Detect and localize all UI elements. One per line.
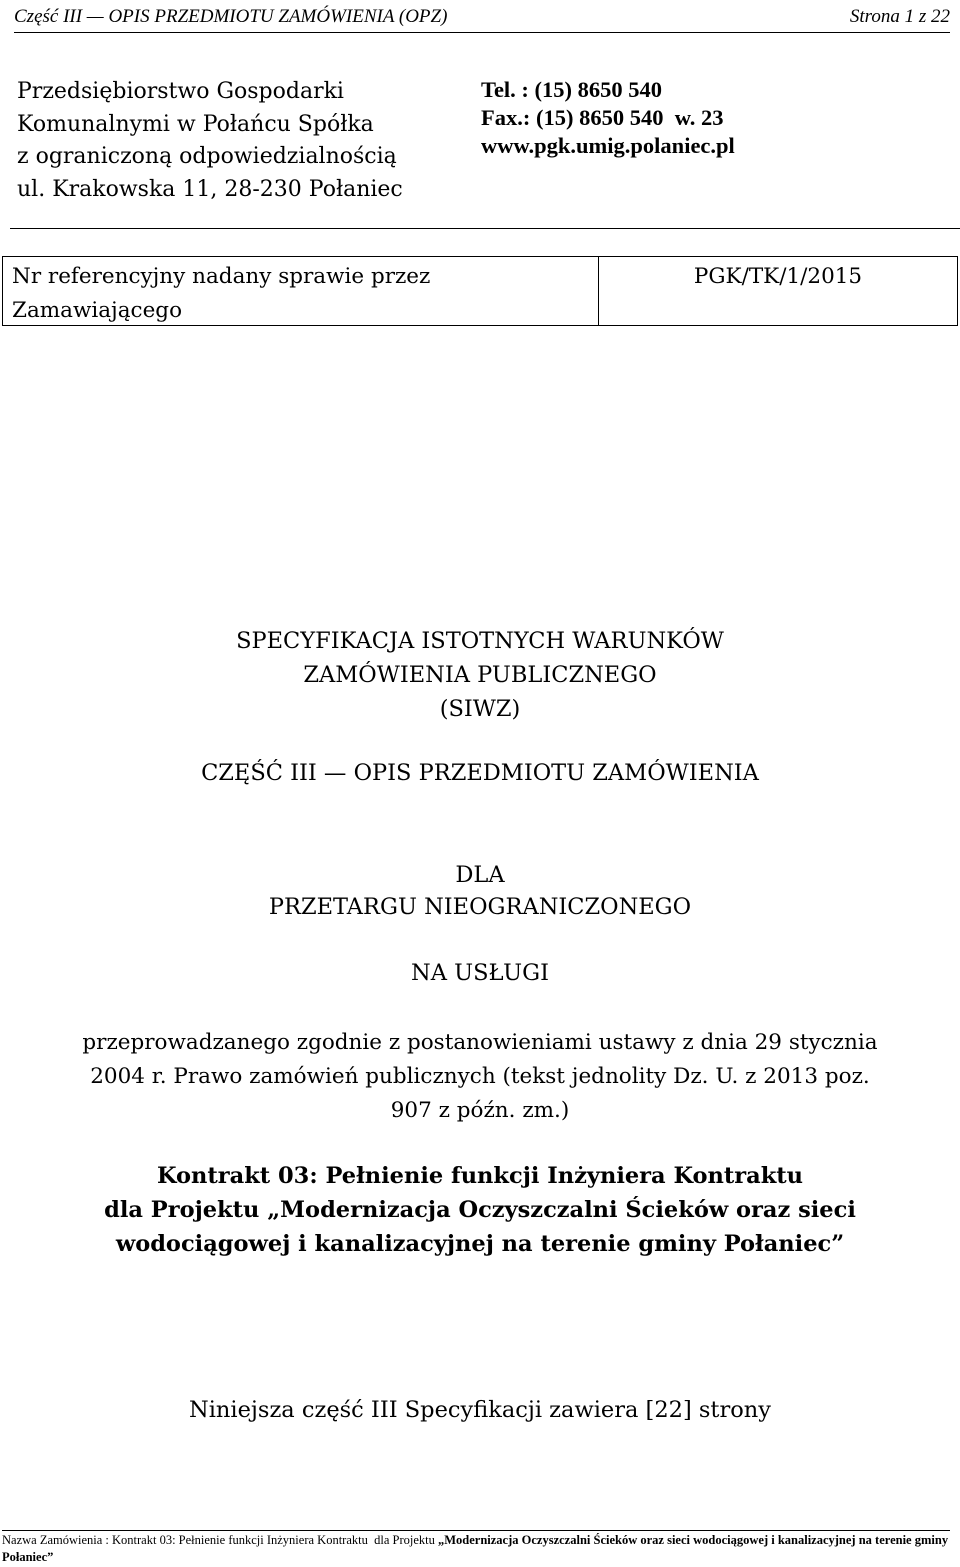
reference-label-line-2: Zamawiającego [12, 298, 183, 323]
footer-contract-name [2, 1532, 950, 1566]
page-count-note: Niniejsza część III Specyfikacji zawiera [22] strony [189, 1397, 771, 1423]
footer-project-name: „Modernizacja Oczyszczalni Ścieków oraz sieci wodociągowej i kanalizacyjnej na terenie gminy Połaniec” [2, 1533, 949, 1564]
reference-number: PGK/TK/1/2015 [693, 264, 863, 289]
letterhead-divider [10, 228, 960, 229]
company-name-line-1: Przedsiębiorstwo Gospodarki [17, 79, 344, 104]
company-address [17, 76, 403, 206]
legal-basis-line-1: przeprowadzanego zgodnie z postanowieniami ustawy z dnia 29 stycznia [82, 1030, 878, 1055]
spec-title-line-1: SPECYFIKACJA ISTOTNYCH WARUNKÓW [236, 628, 724, 654]
running-header-title: Część III — OPIS PRZEDMIOTU ZAMÓWIENIA (OPZ) [14, 6, 448, 27]
company-contact [481, 76, 735, 160]
footer-prefix: Nazwa Zamówienia : Kontrakt 03: Pełnienie funkcji Inżyniera Kontraktu dla Projektu [2, 1533, 438, 1547]
legal-basis [0, 1026, 960, 1128]
contract-title-line-1: Kontrakt 03: Pełnienie funkcji Inżyniera Kontraktu [156, 1163, 804, 1189]
company-name-line-2: Komunalnymi w Połańcu Spółka [17, 111, 374, 137]
contract-title [0, 1159, 960, 1261]
part-title: CZĘŚĆ III — OPIS PRZEDMIOTU ZAMÓWIENIA [201, 760, 759, 786]
service-type: NA USŁUGI [411, 960, 549, 986]
page-counter: Strona 1 z 22 [849, 6, 950, 27]
phone-number: Tel. : (15) 8650 540 [481, 77, 663, 102]
company-street-address: ul. Krakowska 11, 28-230 Połaniec [17, 176, 403, 202]
reference-label-line-1: Nr referencyjny nadany sprawie przez [12, 264, 431, 289]
for-label: DLA [455, 862, 505, 888]
spec-title-line-2: ZAMÓWIENIA PUBLICZNEGO [303, 662, 657, 688]
contract-title-line-3: wodociągowej i kanalizacyjnej na terenie gminy Połaniec” [115, 1231, 845, 1257]
website-url: www.pgk.umig.polaniec.pl [481, 133, 735, 158]
spec-title [0, 624, 960, 726]
fax-number: Fax.: (15) 8650 540 w. 23 [481, 105, 724, 130]
legal-basis-line-3: 907 z późn. zm.) [390, 1098, 570, 1123]
spec-title-line-3: (SIWZ) [439, 696, 521, 722]
footer-divider [2, 1530, 950, 1531]
contract-title-line-2: dla Projektu „Modernizacja Oczyszczalni Ścieków oraz sieci [104, 1197, 856, 1223]
company-name-line-3: z ograniczoną odpowiedzialnością [17, 144, 397, 169]
tender-type: PRZETARGU NIEOGRANICZONEGO [268, 894, 692, 920]
header-divider [14, 32, 950, 33]
reference-label [12, 260, 430, 328]
legal-basis-line-2: 2004 r. Prawo zamówień publicznych (tekst jednolity Dz. U. z 2013 poz. [90, 1064, 870, 1089]
